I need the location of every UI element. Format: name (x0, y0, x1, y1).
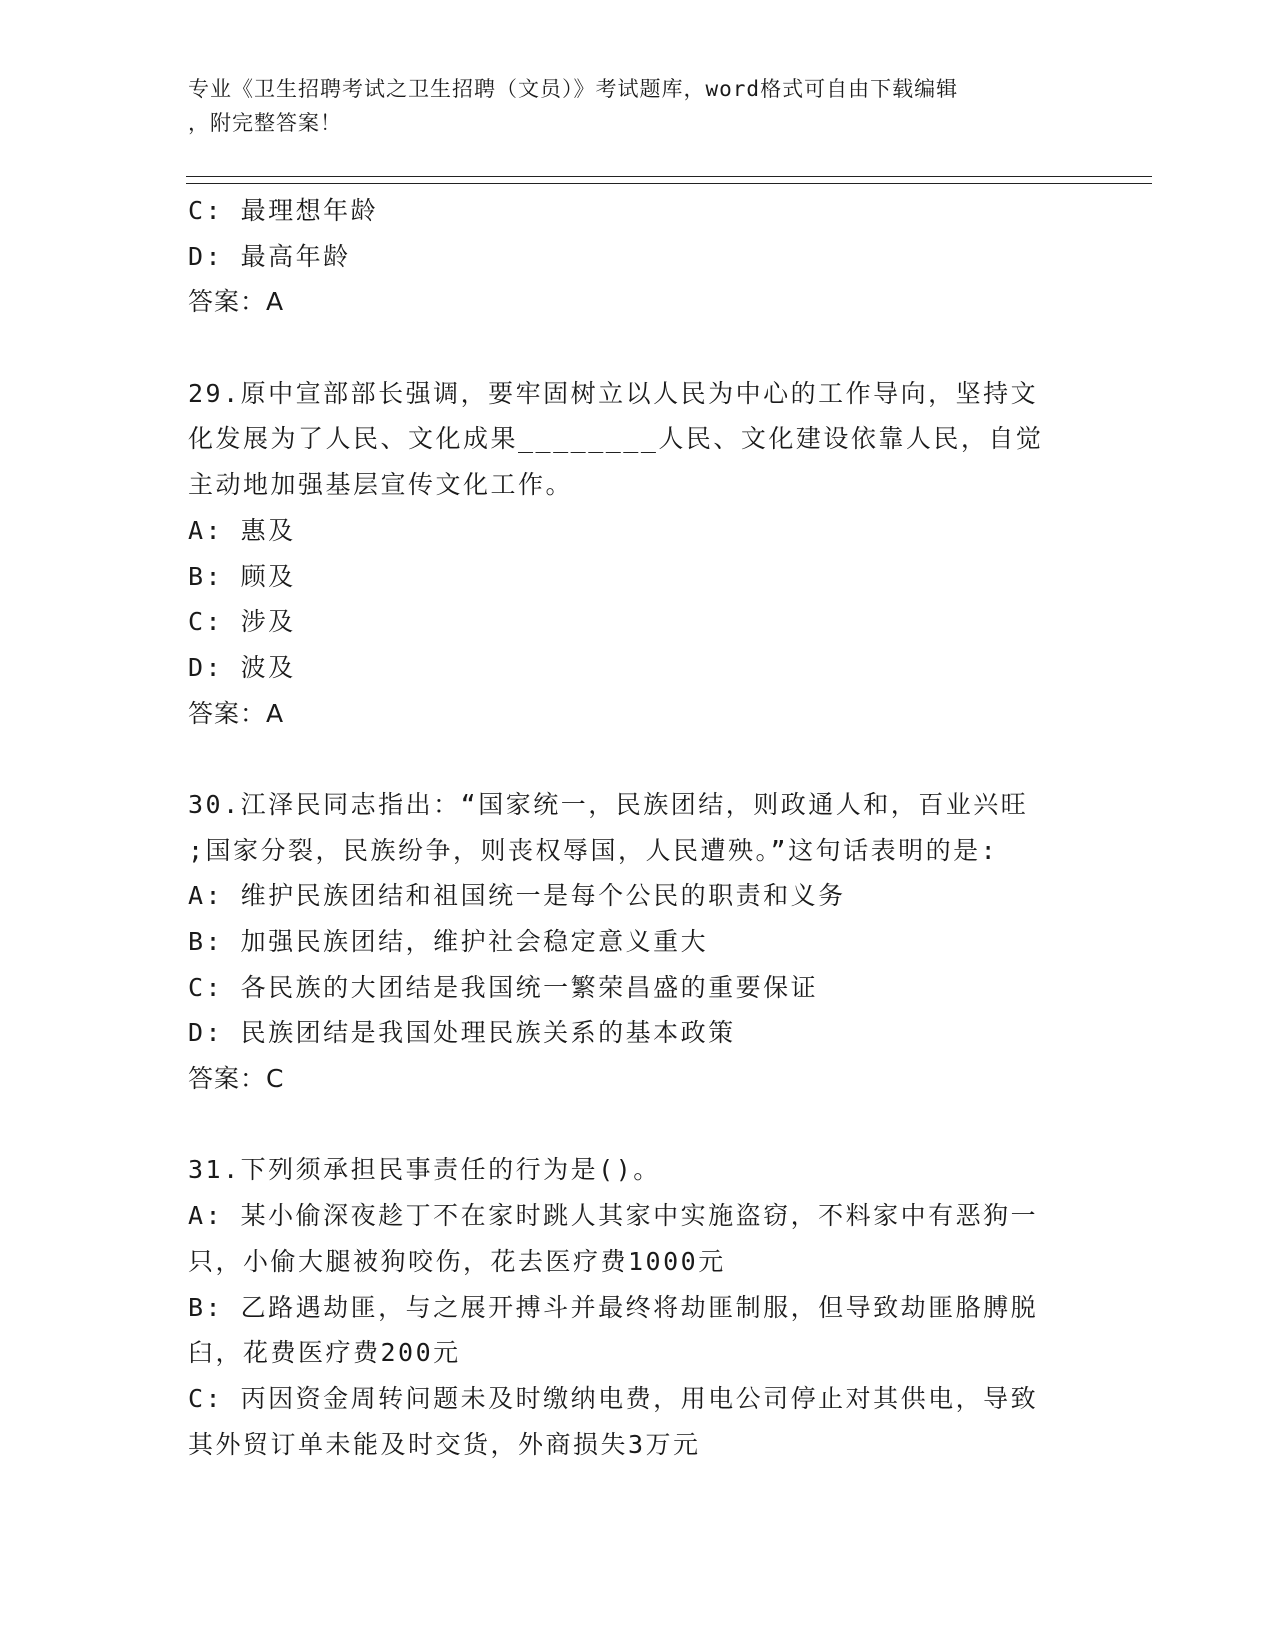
option-a: A: 某小偷深夜趁丁不在家时跳人其家中实施盗窃，不料家中有恶狗一 (188, 1201, 1039, 1231)
option-d: D: 波及 (188, 652, 296, 682)
question-stem: 29.原中宣部部长强调，要牢固树立以人民为中心的工作导向，坚持文 (188, 378, 1039, 408)
option-b: B: 乙路遇劫匪，与之展开搏斗并最终将劫匪制服，但导致劫匪胳膊脱 (188, 1292, 1039, 1322)
option-a: A: 惠及 (188, 515, 296, 545)
spacer (188, 325, 1068, 371)
question-list (188, 188, 1068, 1467)
question-stem: 化发展为了人民、文化成果________人民、文化建设依靠人民，自觉 (188, 424, 1044, 454)
option-b: B: 加强民族团结，维护社会稳定意义重大 (188, 927, 709, 956)
question-30 (188, 782, 1068, 1102)
option-a-continued: 只，小偷大腿被狗咬伤，花去医疗费1000元 (188, 1246, 726, 1276)
option-c: C: 最理想年龄 (188, 196, 379, 225)
question-stem: 主动地加强基层宣传文化工作。 (188, 470, 574, 500)
option-d: D: 民族团结是我国处理民族关系的基本政策 (188, 1018, 736, 1048)
option-c: C: 各民族的大团结是我国统一繁荣昌盛的重要保证 (188, 972, 819, 1002)
page-header (188, 72, 1068, 140)
answer-label: 答案：A (188, 287, 285, 317)
header-title-line-1: 专业《卫生招聘考试之卫生招聘（文员）》考试题库，word格式可自由下载编辑 (188, 77, 959, 101)
question-29 (188, 371, 1068, 737)
header-title-line-2: ，附完整答案！ (188, 111, 342, 135)
spacer (188, 736, 1068, 782)
spacer (188, 1102, 1068, 1148)
question-31 (188, 1147, 1068, 1467)
header-divider-bottom (186, 183, 1152, 184)
answer-label: 答案：C (188, 1064, 285, 1094)
header-divider-top (186, 176, 1152, 177)
option-b-continued: 臼，花费医疗费200元 (188, 1338, 461, 1368)
question-stem: ;国家分裂，民族纷争，则丧权辱国，人民遭殃。”这句话表明的是: (188, 835, 999, 865)
option-c: C: 丙因资金周转问题未及时缴纳电费，用电公司停止对其供电，导致 (188, 1383, 1039, 1413)
question-stem: 30.江泽民同志指出：“国家统一，民族团结，则政通人和，百业兴旺 (188, 789, 1029, 819)
option-a: A: 维护民族团结和祖国统一是每个公民的职责和义务 (188, 881, 846, 911)
question-28-tail (188, 188, 1068, 325)
option-c-continued: 其外贸订单未能及时交货，外商损失3万元 (188, 1429, 701, 1459)
option-d: D: 最高年龄 (188, 241, 351, 271)
answer-label: 答案：A (188, 698, 285, 728)
question-stem: 31.下列须承担民事责任的行为是()。 (188, 1155, 661, 1185)
option-c: C: 涉及 (188, 607, 296, 637)
option-b: B: 顾及 (188, 561, 296, 591)
